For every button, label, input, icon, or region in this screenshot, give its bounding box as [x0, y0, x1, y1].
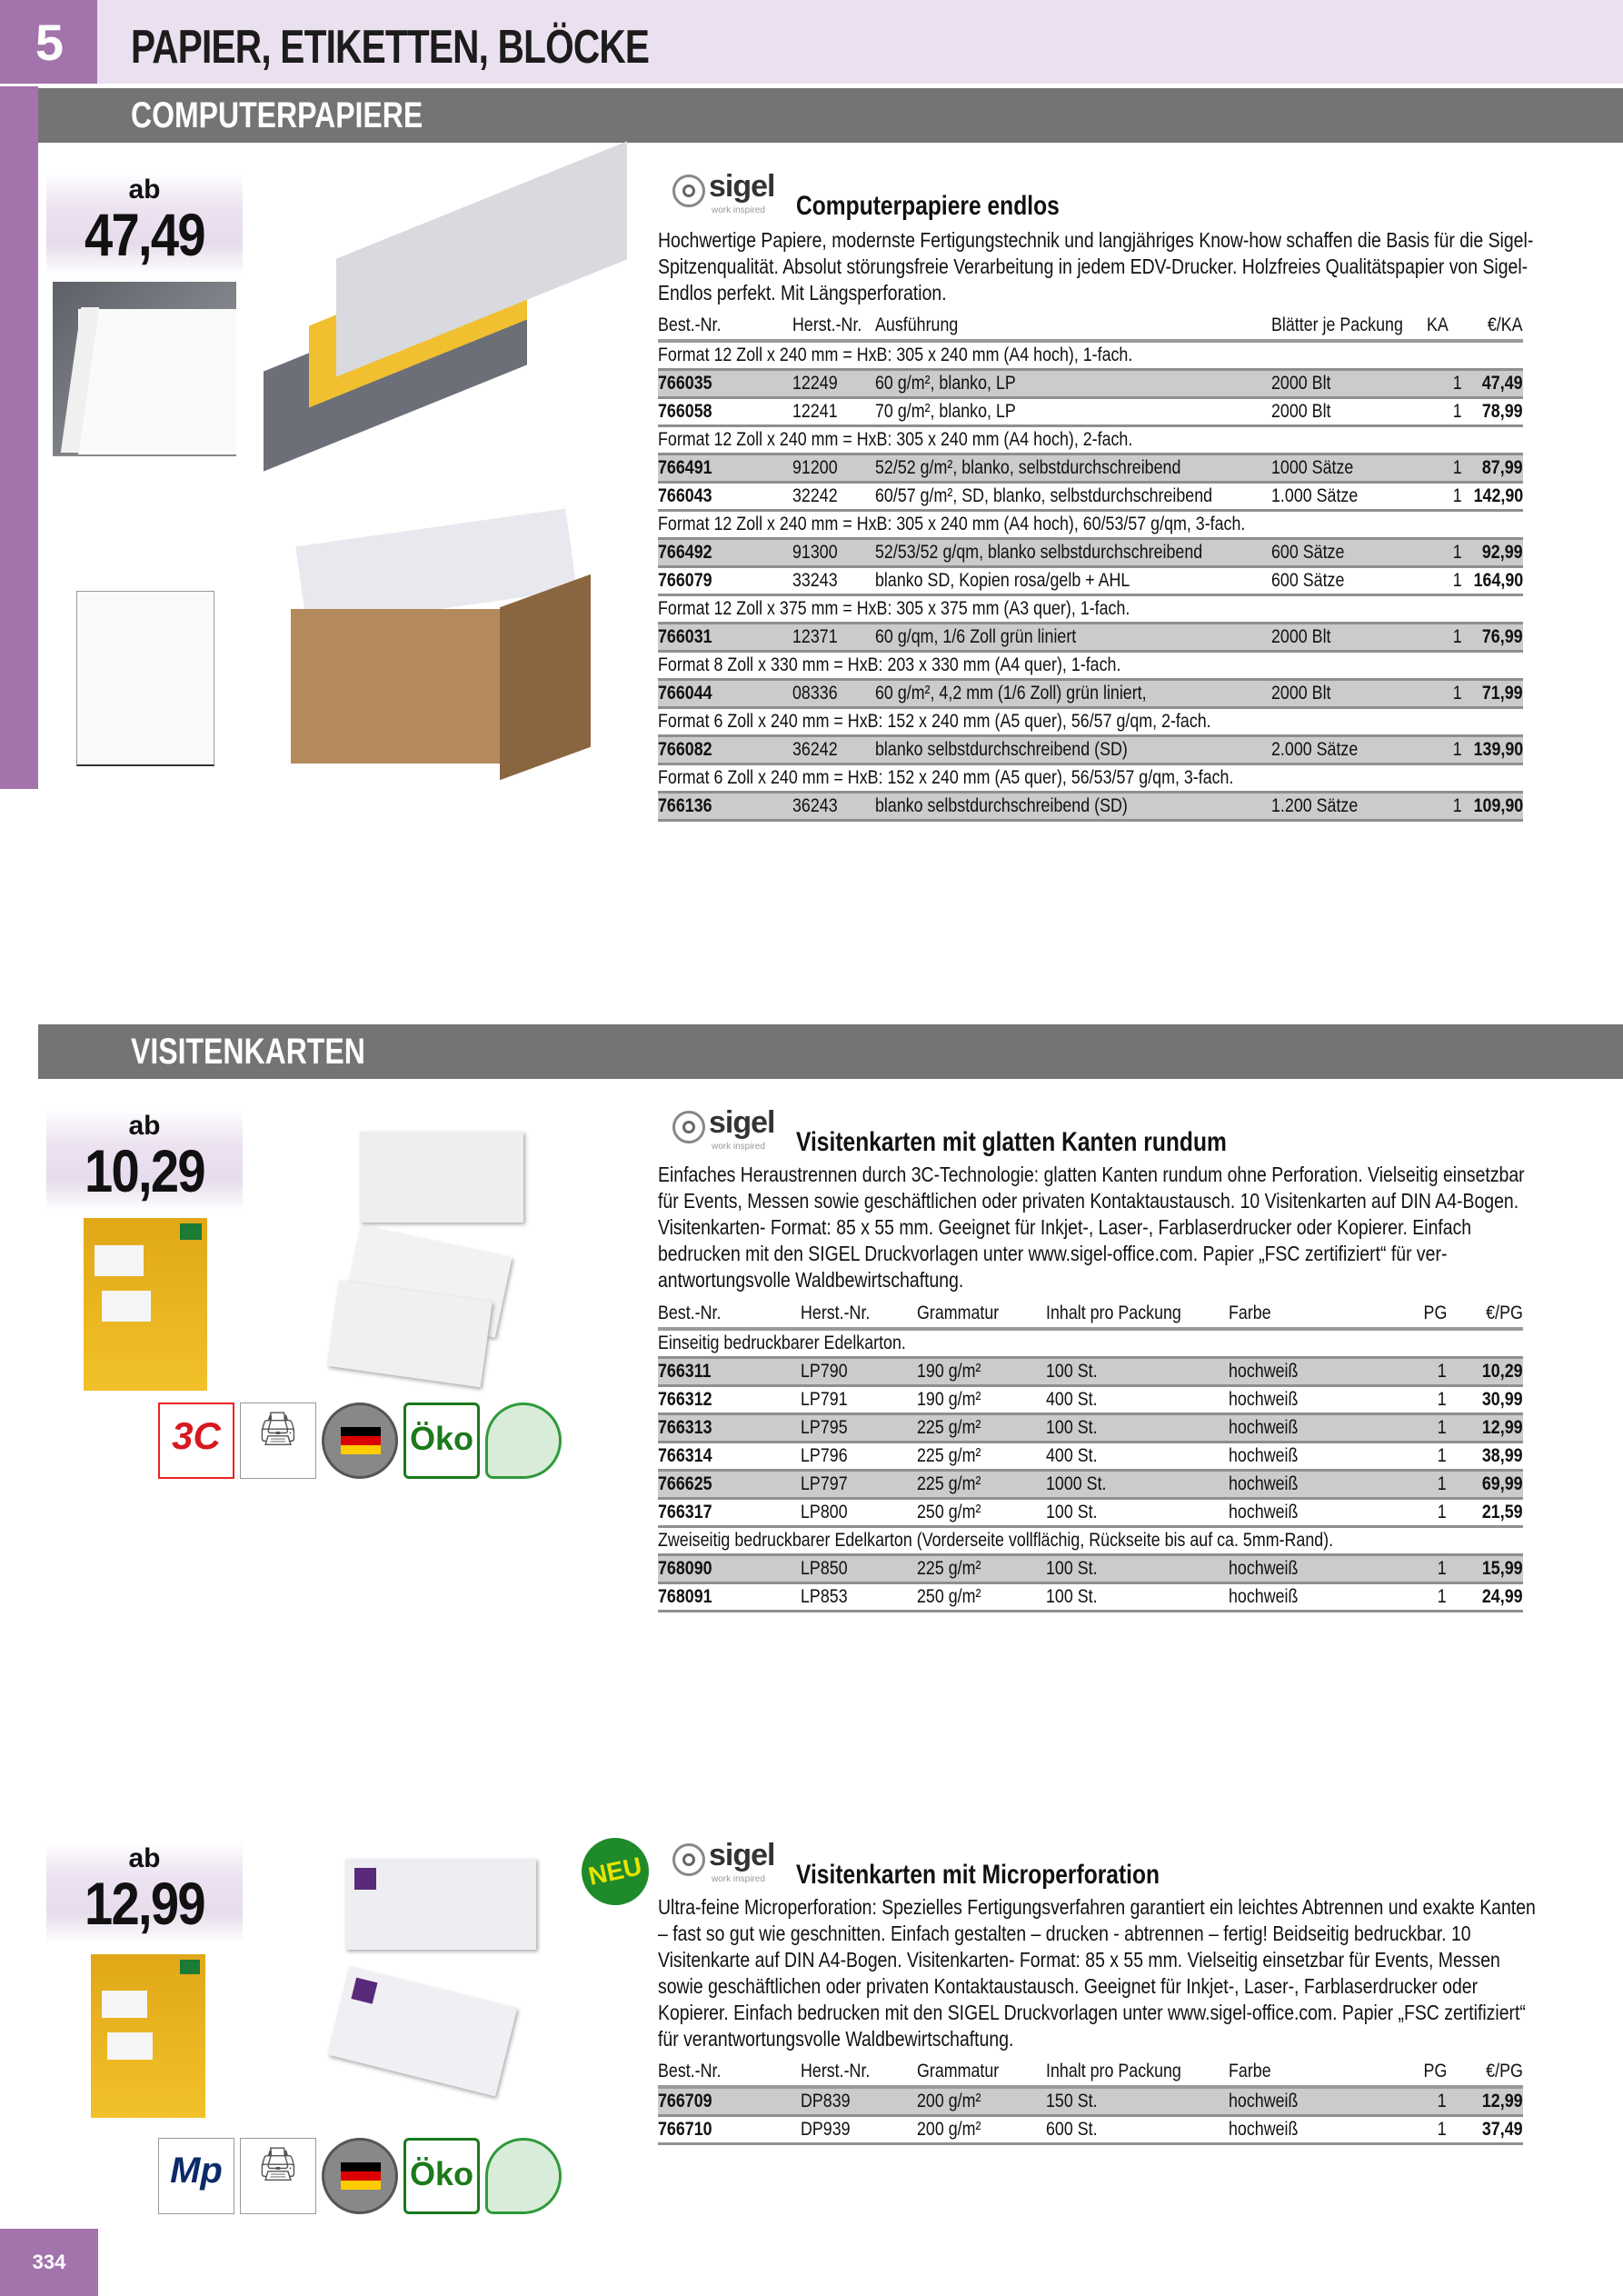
cell-value: hochweiß [1229, 2119, 1299, 2140]
cell-herst-nr: LP800 [801, 1502, 848, 1522]
group-label-row [658, 1527, 1523, 1555]
cell-value: blanko selbstdurchschreibend (SD) [874, 795, 1128, 816]
cell-value: 1 [1452, 626, 1462, 647]
save-nature-icon [485, 1403, 562, 1479]
cell-value: 225 g/m² [917, 1445, 981, 1466]
cell-herst-nr: 12249 [792, 373, 838, 394]
table-header [658, 312, 1523, 341]
col-ka: KA [1427, 312, 1462, 341]
table-body [658, 1329, 1523, 1612]
group-label-row [658, 511, 1523, 539]
col-best-nr: Best.-Nr. [658, 2058, 801, 2087]
group-label: Format 12 Zoll x 240 mm = HxB: 305 x 240 mm (A4 hoch), 60/53/57 g/qm, 3-fach. [658, 514, 1246, 534]
cell-value: 400 St. [1046, 1389, 1098, 1410]
section-band-visitenkarten [38, 1024, 1623, 1079]
cell-herst-nr: 91300 [792, 542, 838, 563]
sigel-logo: sigel work inspired [671, 1838, 780, 1892]
page-number: 334 [0, 2229, 98, 2296]
col-best-nr: Best.-Nr. [658, 312, 792, 341]
cell-value: 1 [1452, 739, 1462, 760]
cell-value: 190 g/m² [917, 1389, 981, 1410]
sigel-logo-icon [672, 175, 705, 207]
cell-price: 139,90 [1473, 739, 1523, 760]
cell-value: 1.200 Sätze [1271, 795, 1359, 816]
3c-technology-icon: 3C [158, 1403, 234, 1479]
cell-herst-nr: 12241 [792, 401, 838, 422]
cell-price: 142,90 [1473, 485, 1523, 506]
cell-best-nr: 766082 [658, 739, 712, 760]
cell-best-nr: 766314 [658, 1445, 712, 1466]
cell-herst-nr: DP939 [801, 2119, 851, 2140]
cell-price: 15,99 [1482, 1558, 1523, 1579]
price-box [46, 1109, 243, 1211]
group-label-row [658, 764, 1523, 793]
cell-value: 100 St. [1046, 1502, 1098, 1522]
col-best-nr: Best.-Nr. [658, 1300, 801, 1329]
cell-price: 30,99 [1482, 1389, 1523, 1410]
cell-value: 1.000 Sätze [1271, 485, 1359, 506]
cell-best-nr: 766317 [658, 1502, 712, 1522]
oeko-icon: Öko [403, 2138, 480, 2214]
cell-value: hochweiß [1229, 1586, 1299, 1607]
new-badge: NEU [575, 1832, 655, 1912]
cell-herst-nr: LP795 [801, 1417, 848, 1438]
cell-value: 600 St. [1046, 2119, 1098, 2140]
col-pg: PG [1374, 1300, 1447, 1329]
cell-price: 164,90 [1473, 570, 1523, 591]
col-grammatur: Grammatur [917, 1300, 1046, 1329]
cell-price: 21,59 [1482, 1502, 1523, 1522]
cell-value: 60 g/m², blanko, LP [874, 373, 1016, 394]
cell-price: 10,29 [1482, 1361, 1523, 1382]
oeko-icon: Öko [403, 1403, 480, 1479]
group-label-row [658, 426, 1523, 454]
cell-best-nr: 766625 [658, 1473, 712, 1494]
cell-best-nr: 766031 [658, 626, 712, 647]
carbon-copy-paper-box-image [273, 509, 609, 773]
price-box [46, 173, 243, 275]
table-row [658, 680, 1523, 708]
cell-value: 1 [1452, 570, 1462, 591]
cell-value: 60 g/m², 4,2 mm (1/6 Zoll) grün liniert, [874, 683, 1147, 704]
table-body [658, 2087, 1523, 2144]
group-label-row [658, 1329, 1523, 1358]
cell-best-nr: 766058 [658, 401, 712, 422]
cell-herst-nr: 91200 [792, 457, 838, 478]
cell-herst-nr: DP839 [801, 2091, 851, 2111]
microperforated-cards-image [309, 1841, 563, 2122]
cell-value: 1 [1452, 373, 1462, 394]
table-row [658, 1471, 1523, 1499]
cell-value: 1 [1438, 1417, 1447, 1438]
cell-value: 1 [1438, 1445, 1447, 1466]
cell-price: 92,99 [1482, 542, 1523, 563]
cell-value: 1 [1438, 1361, 1447, 1382]
product-description: Hochwertige Papiere, modernste Fertigungstechnik und langjähriges Know-how schaffen die Basis für die Sigel-Spitzenqualität. Absolut störungsfreie Verarbeitung in jedem EDV-Drucker. Holzfreies Qualitätspapier von Sigel-Endlos perfekt. Mit Längsperforation. [658, 228, 1534, 304]
price-value: 47,49 [85, 201, 204, 268]
cell-value: 2000 Blt [1271, 683, 1331, 704]
col-ausfuehrung: Ausführung [875, 312, 1272, 341]
col-price: €/KA [1461, 312, 1523, 341]
section-band-computerpapiere [38, 88, 1623, 143]
cell-value: hochweiß [1229, 1445, 1299, 1466]
cell-value: 225 g/m² [917, 1417, 981, 1438]
cell-best-nr: 766710 [658, 2119, 712, 2140]
cell-price: 76,99 [1482, 626, 1523, 647]
cell-value: 1 [1452, 485, 1462, 506]
col-herst-nr: Herst.-Nr. [801, 1300, 917, 1329]
group-label: Einseitig bedruckbarer Edelkarton. [658, 1333, 906, 1353]
table-row [658, 736, 1523, 764]
cell-price: 24,99 [1482, 1586, 1523, 1607]
perforated-paper-image [53, 282, 236, 456]
printer-compatible-icon: 🖨 [240, 2138, 316, 2214]
table-row [658, 483, 1523, 511]
col-inhalt: Inhalt pro Packung [1046, 1300, 1229, 1329]
cell-value: 100 St. [1046, 1558, 1098, 1579]
lined-paper-image [76, 591, 214, 766]
table-row [658, 1414, 1523, 1442]
sigel-logo-icon [672, 1843, 705, 1876]
group-label-row [658, 595, 1523, 624]
group-label: Format 8 Zoll x 330 mm = HxB: 203 x 330 mm (A4 quer), 1-fach. [658, 654, 1121, 675]
cell-value: 1 [1438, 2091, 1447, 2111]
chapter-side-bar [0, 86, 38, 789]
cell-price: 38,99 [1482, 1445, 1523, 1466]
business-card-package-image [84, 1218, 207, 1391]
product-description: Einfaches Heraustrennen durch 3C-Technologie: glatten Kanten rundum ohne Perforation. Vielseitig einsetzbar für Events, Messen sowie geschäftlichen oder privaten Kontaktaustausch. 10 Visitenkarten auf DIN A4-Bogen. Visitenkarten- Format: 85 x 55 mm. Geeignet für Inkjet-, Laser-, Farblaserdrucker oder Kopierer. Einfach bedrucken mit den SIGEL Druckvorlagen unter www.sigel-office.com. Papier „FSC zertifiziert“ für verantwortungsvolle Waldbewirtschaftung. [658, 1163, 1525, 1292]
table-header [658, 2058, 1523, 2087]
page-title: PAPIER, ETIKETTEN, BLÖCKE [131, 21, 650, 74]
price-prefix: ab [128, 175, 161, 205]
cell-value: 60 g/qm, 1/6 Zoll grün liniert [874, 626, 1077, 647]
sigel-logo: sigel work inspired [671, 1105, 780, 1160]
cell-best-nr: 766312 [658, 1389, 712, 1410]
price-value: 10,29 [85, 1137, 204, 1204]
table-row [658, 1583, 1523, 1612]
cell-value: 1000 St. [1046, 1473, 1107, 1494]
cell-price: 47,49 [1482, 373, 1523, 394]
cell-value: 190 g/m² [917, 1361, 981, 1382]
cell-value: hochweiß [1229, 1558, 1299, 1579]
cell-value: 52/52 g/m², blanko, selbstdurchschreibend [874, 457, 1181, 478]
section-title: VISITENKARTEN [131, 1032, 365, 1072]
cell-value: 400 St. [1046, 1445, 1098, 1466]
group-label-row [658, 652, 1523, 680]
cell-value: hochweiß [1229, 1361, 1299, 1382]
cell-herst-nr: 33243 [792, 570, 838, 591]
cell-price: 69,99 [1482, 1473, 1523, 1494]
section-title: COMPUTERPAPIERE [131, 95, 423, 135]
cell-price: 12,99 [1482, 1417, 1523, 1438]
table-row [658, 793, 1523, 821]
table-row [658, 567, 1523, 595]
table-row [658, 2087, 1523, 2116]
cell-best-nr: 766044 [658, 683, 712, 704]
cell-value: 150 St. [1046, 2091, 1098, 2111]
table-row [658, 539, 1523, 567]
cell-herst-nr: 32242 [792, 485, 838, 506]
col-inhalt: Inhalt pro Packung [1046, 2058, 1229, 2087]
cell-value: 200 g/m² [917, 2091, 981, 2111]
col-farbe: Farbe [1229, 1300, 1374, 1329]
cell-price: 37,49 [1482, 2119, 1523, 2140]
cell-value: 1 [1452, 401, 1462, 422]
business-cards-image [287, 1104, 542, 1386]
table-row [658, 2116, 1523, 2144]
cell-herst-nr: LP796 [801, 1445, 848, 1466]
cell-value: 2.000 Sätze [1271, 739, 1359, 760]
col-grammatur: Grammatur [917, 2058, 1046, 2087]
cell-value: 60/57 g/m², SD, blanko, selbstdurchschreibend [874, 485, 1212, 506]
cell-value: 1 [1438, 1558, 1447, 1579]
cell-value: 1 [1452, 457, 1462, 478]
cell-best-nr: 766079 [658, 570, 712, 591]
cell-price: 12,99 [1482, 2091, 1523, 2111]
cell-value: 250 g/m² [917, 1586, 981, 1607]
business-card-package-image [91, 1954, 205, 2118]
cell-price: 71,99 [1482, 683, 1523, 704]
cell-value: 225 g/m² [917, 1473, 981, 1494]
cell-value: 2000 Blt [1271, 373, 1331, 394]
cell-value: 1 [1452, 542, 1462, 563]
table-row [658, 1555, 1523, 1583]
table-row [658, 454, 1523, 483]
group-label: Zweiseitig bedruckbarer Edelkarton (Vorderseite vollflächig, Rückseite bis auf ca. 5mm-Rand). [658, 1530, 1334, 1551]
col-farbe: Farbe [1229, 2058, 1374, 2087]
cell-value: 1 [1438, 1586, 1447, 1607]
table-row [658, 398, 1523, 426]
cell-price: 78,99 [1482, 401, 1523, 422]
col-price: €/PG [1447, 2058, 1523, 2087]
product-table-visitenkarten [658, 1300, 1523, 1612]
group-label-row [658, 708, 1523, 736]
cell-value: 1 [1438, 1502, 1447, 1522]
cell-value: 225 g/m² [917, 1558, 981, 1579]
cell-value: 100 St. [1046, 1361, 1098, 1382]
cell-price: 109,90 [1473, 795, 1523, 816]
group-label-row [658, 341, 1523, 370]
cell-value: 100 St. [1046, 1417, 1098, 1438]
product-title: Visitenkarten mit Microperforation [796, 1860, 1160, 1890]
cell-value: hochweiß [1229, 1389, 1299, 1410]
cell-value: 1 [1438, 1389, 1447, 1410]
cell-value: hochweiß [1229, 1417, 1299, 1438]
price-prefix: ab [128, 1111, 161, 1141]
col-price: €/PG [1447, 1300, 1523, 1329]
cell-value: 2000 Blt [1271, 401, 1331, 422]
cell-value: 1 [1452, 683, 1462, 704]
cell-value: hochweiß [1229, 1502, 1299, 1522]
continuous-paper-stack-image [254, 173, 645, 473]
product-table-microperforation [658, 2058, 1523, 2145]
cell-best-nr: 768091 [658, 1586, 712, 1607]
cell-herst-nr: 36242 [792, 739, 838, 760]
cell-best-nr: 766491 [658, 457, 712, 478]
cell-herst-nr: 12371 [792, 626, 838, 647]
col-herst-nr: Herst.-Nr. [801, 2058, 917, 2087]
cell-herst-nr: LP853 [801, 1586, 848, 1607]
sigel-logo-icon [672, 1111, 705, 1143]
group-label: Format 6 Zoll x 240 mm = HxB: 152 x 240 mm (A5 quer), 56/57 g/qm, 2-fach. [658, 711, 1211, 732]
price-prefix: ab [128, 1843, 161, 1873]
cell-value: 100 St. [1046, 1586, 1098, 1607]
table-header [658, 1300, 1523, 1329]
product-title: Computerpapiere endlos [796, 191, 1060, 221]
product-description: Ultra-feine Microperforation: Spezielles Fertigungsverfahren garantiert ein leichtes Abtrennen und exakte Kanten – fast so gut wie geschnitten. Einfach gestalten – drucken - abtrennen – fertig! Beidseitig bedruckbar. 10 Visitenkarte auf DIN A4-Bogen. Visitenkarten- Format: 85 x 55 mm. Vielseitig einsetzbar für Events, Messen sowie geschäftlichen oder privaten Kontaktaustausch. Geeignet für Inkjet-, Laser-, Farblaserdrucker oder Kopierer. Einfach bedrucken mit den SIGEL Druckvorlagen unter www.sigel-office.com. Papier „FSC zertifiziert“ für verantwortungsvolle Waldbewirtschaftung. [658, 1895, 1536, 2051]
cell-value: 1000 Sätze [1271, 457, 1354, 478]
cell-value: 600 Sätze [1271, 570, 1345, 591]
price-value: 12,99 [85, 1870, 204, 1937]
table-row [658, 1386, 1523, 1414]
made-in-germany-icon [322, 1403, 398, 1479]
cell-herst-nr: 36243 [792, 795, 838, 816]
printer-compatible-icon: 🖨 [240, 1403, 316, 1479]
table-body [658, 341, 1523, 821]
cell-value: blanko selbstdurchschreibend (SD) [874, 739, 1128, 760]
cell-value: 200 g/m² [917, 2119, 981, 2140]
cell-best-nr: 766043 [658, 485, 712, 506]
table-row [658, 370, 1523, 398]
cell-value: 1 [1438, 1473, 1447, 1494]
chapter-number: 5 [0, 0, 97, 84]
cell-value: hochweiß [1229, 2091, 1299, 2111]
group-label: Format 6 Zoll x 240 mm = HxB: 152 x 240 mm (A5 quer), 56/53/57 g/qm, 3-fach. [658, 767, 1234, 788]
cell-value: 52/53/52 g/qm, blanko selbstdurchschreibend [874, 542, 1203, 563]
price-box [46, 1842, 243, 1943]
made-in-germany-icon [322, 2138, 398, 2214]
cell-herst-nr: 08336 [792, 683, 838, 704]
cell-best-nr: 766035 [658, 373, 712, 394]
table-row [658, 1358, 1523, 1386]
cell-value: 1 [1438, 2119, 1447, 2140]
col-blaetter: Blätter je Packung [1271, 312, 1426, 341]
col-herst-nr: Herst.-Nr. [792, 312, 875, 341]
product-table-computerpapiere [658, 312, 1523, 822]
cell-value: blanko SD, Kopien rosa/gelb + AHL [874, 570, 1130, 591]
table-row [658, 1499, 1523, 1527]
col-pg: PG [1374, 2058, 1447, 2087]
product-title: Visitenkarten mit glatten Kanten rundum [796, 1127, 1227, 1157]
group-label: Format 12 Zoll x 240 mm = HxB: 305 x 240 mm (A4 hoch), 2-fach. [658, 429, 1133, 450]
cell-best-nr: 766311 [658, 1361, 712, 1382]
cell-herst-nr: LP797 [801, 1473, 848, 1494]
group-label: Format 12 Zoll x 375 mm = HxB: 305 x 375 mm (A3 quer), 1-fach. [658, 598, 1130, 619]
cell-value: 2000 Blt [1271, 626, 1331, 647]
cell-best-nr: 766136 [658, 795, 712, 816]
cell-best-nr: 768090 [658, 1558, 712, 1579]
group-label: Format 12 Zoll x 240 mm = HxB: 305 x 240 mm (A4 hoch), 1-fach. [658, 344, 1133, 365]
cell-herst-nr: LP791 [801, 1389, 848, 1410]
table-row [658, 1442, 1523, 1471]
save-nature-icon [485, 2138, 562, 2214]
cell-value: 1 [1452, 795, 1462, 816]
microperforation-icon: Mp [158, 2138, 234, 2214]
cell-best-nr: 766709 [658, 2091, 712, 2111]
cell-value: 70 g/m², blanko, LP [874, 401, 1016, 422]
sigel-logo: sigel work inspired [671, 169, 780, 224]
cell-herst-nr: LP790 [801, 1361, 848, 1382]
cell-price: 87,99 [1482, 457, 1523, 478]
cell-herst-nr: LP850 [801, 1558, 848, 1579]
cell-best-nr: 766313 [658, 1417, 712, 1438]
cell-value: 250 g/m² [917, 1502, 981, 1522]
cell-value: hochweiß [1229, 1473, 1299, 1494]
cell-value: 600 Sätze [1271, 542, 1345, 563]
cell-best-nr: 766492 [658, 542, 712, 563]
table-row [658, 624, 1523, 652]
